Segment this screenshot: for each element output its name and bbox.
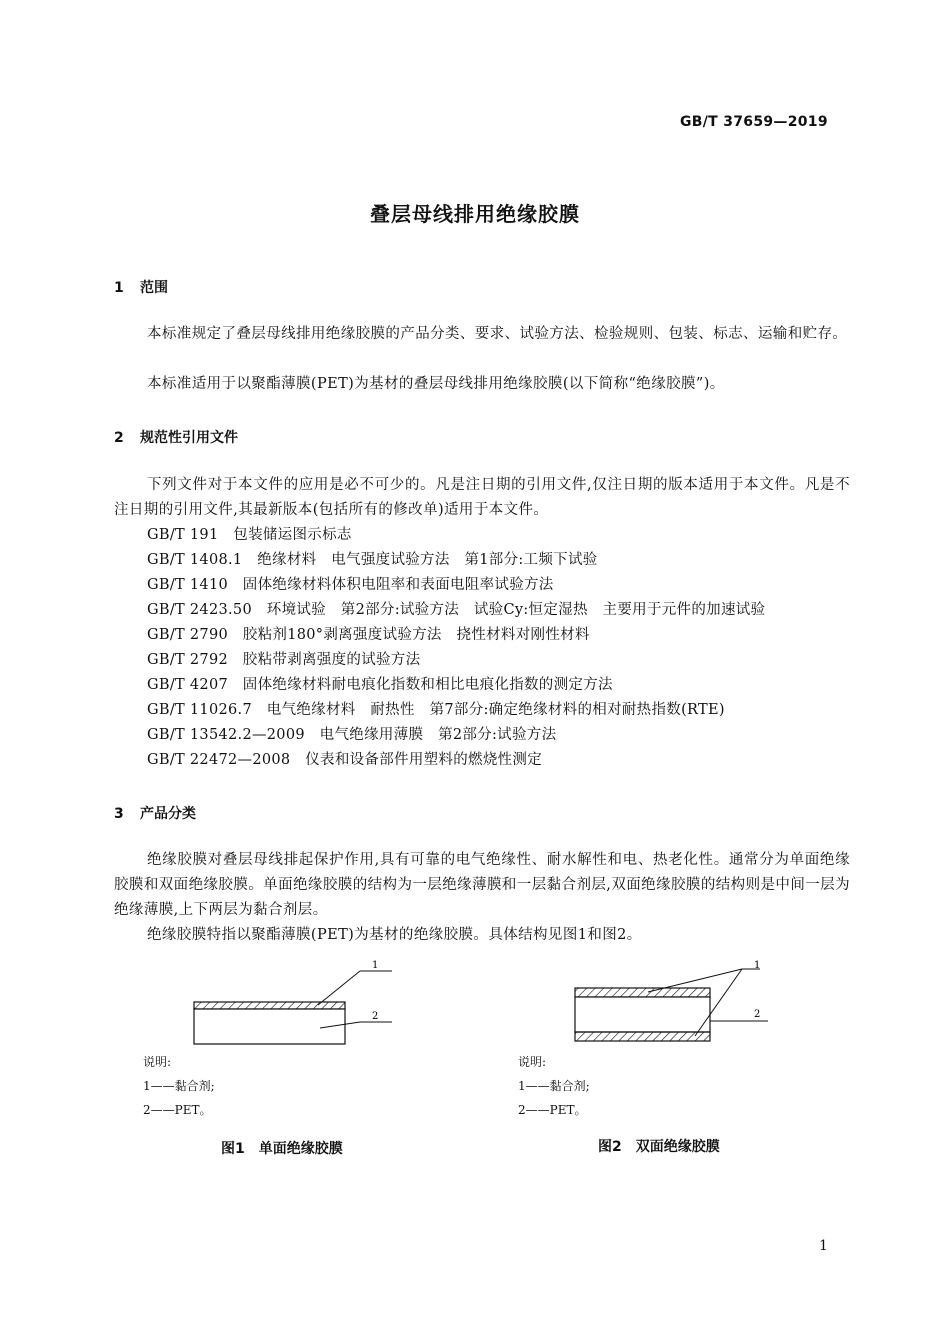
reference-item: GB/T 11026.7 电气绝缘材料 耐热性 第7部分:确定绝缘材料的相对耐热指数(RTE) bbox=[147, 702, 725, 718]
section-1-heading bbox=[114, 277, 168, 297]
section-number: 2 bbox=[114, 430, 124, 446]
legend-item: 2——PET。 bbox=[143, 1103, 212, 1117]
figure-label-2: 2 bbox=[754, 1009, 761, 1020]
legend-title: 说明: bbox=[518, 1055, 547, 1069]
section-number: 3 bbox=[114, 806, 124, 822]
pet-layer bbox=[194, 1009, 345, 1044]
figure-label-1: 1 bbox=[372, 960, 379, 971]
reference-item: GB/T 191 包装储运图示标志 bbox=[147, 527, 352, 543]
section-title: 产品分类 bbox=[140, 806, 196, 822]
figure-2-diagram bbox=[560, 955, 780, 1055]
reference-item: GB/T 1410 固体绝缘材料体积电阻率和表面电阻率试验方法 bbox=[147, 577, 554, 593]
adhesive-layer-bottom bbox=[575, 1032, 710, 1041]
document-title: 叠层母线排用绝缘胶膜 bbox=[370, 202, 580, 226]
section-title: 范围 bbox=[140, 280, 168, 296]
section-2-heading bbox=[114, 427, 238, 447]
reference-item: GB/T 13542.2—2009 电气绝缘用薄膜 第2部分:试验方法 bbox=[147, 727, 557, 743]
section-1-paragraph-2: 本标准适用于以聚酯薄膜(PET)为基材的叠层母线排用绝缘胶膜(以下简称“绝缘胶膜”)。 bbox=[147, 376, 725, 392]
page-number: 1 bbox=[819, 1238, 828, 1254]
section-1-paragraph-1: 本标准规定了叠层母线排用绝缘胶膜的产品分类、要求、试验方法、检验规则、包装、标志、运输和贮存。 bbox=[147, 326, 848, 342]
legend-item: 1——黏合剂; bbox=[143, 1079, 215, 1093]
section-3-paragraph-1: 绝缘胶膜对叠层母线排起保护作用,具有可靠的电气绝缘性、耐水解性和电、热老化性。通常分为单面绝缘胶膜和双面绝缘胶膜。单面绝缘胶膜的结构为一层绝缘薄膜和一层黏合剂层,双面绝缘胶膜的结构则是中间一层为绝缘薄膜,上下两层为黏合剂层。 bbox=[114, 852, 850, 918]
pet-layer bbox=[575, 997, 710, 1032]
leader-line bbox=[318, 971, 360, 1005]
reference-item: GB/T 2790 胶粘剂180°剥离强度试验方法 挠性材料对刚性材料 bbox=[147, 627, 590, 643]
reference-item: GB/T 2792 胶粘带剥离强度的试验方法 bbox=[147, 652, 421, 668]
adhesive-layer bbox=[194, 1002, 345, 1009]
figure-1-legend bbox=[143, 1050, 215, 1122]
section-3-paragraph-2: 绝缘胶膜特指以聚酯薄膜(PET)为基材的绝缘胶膜。具体结构见图1和图2。 bbox=[147, 927, 642, 943]
section-2-intro: 下列文件对于本文件的应用是必不可少的。凡是注日期的引用文件,仅注日期的版本适用于本文件。凡是不注日期的引用文件,其最新版本(包括所有的修改单)适用于本文件。 bbox=[114, 477, 850, 518]
reference-item: GB/T 1408.1 绝缘材料 电气强度试验方法 第1部分:工频下试验 bbox=[147, 552, 598, 568]
legend-title: 说明: bbox=[143, 1055, 172, 1069]
legend-item: 2——PET。 bbox=[518, 1103, 587, 1117]
legend-item: 1——黏合剂; bbox=[518, 1079, 590, 1093]
adhesive-layer-top bbox=[575, 988, 710, 997]
reference-item: GB/T 22472—2008 仪表和设备部件用塑料的燃烧性测定 bbox=[147, 752, 543, 768]
section-number: 1 bbox=[114, 280, 124, 296]
reference-item: GB/T 4207 固体绝缘材料耐电痕化指数和相比电痕化指数的测定方法 bbox=[147, 677, 613, 693]
figure-label-2: 2 bbox=[372, 1011, 379, 1022]
figure-1-caption: 图1 单面绝缘胶膜 bbox=[221, 1141, 343, 1157]
figure-2-caption: 图2 双面绝缘胶膜 bbox=[598, 1139, 720, 1155]
section-title: 规范性引用文件 bbox=[140, 430, 238, 446]
figure-1-diagram bbox=[180, 955, 420, 1055]
figure-2-legend bbox=[518, 1050, 590, 1122]
section-3-heading bbox=[114, 803, 196, 823]
figure-label-1: 1 bbox=[754, 960, 761, 971]
reference-item: GB/T 2423.50 环境试验 第2部分:试验方法 试验Cy:恒定湿热 主要用于元件的加速试验 bbox=[147, 602, 766, 618]
standard-number: GB/T 37659—2019 bbox=[680, 114, 828, 130]
